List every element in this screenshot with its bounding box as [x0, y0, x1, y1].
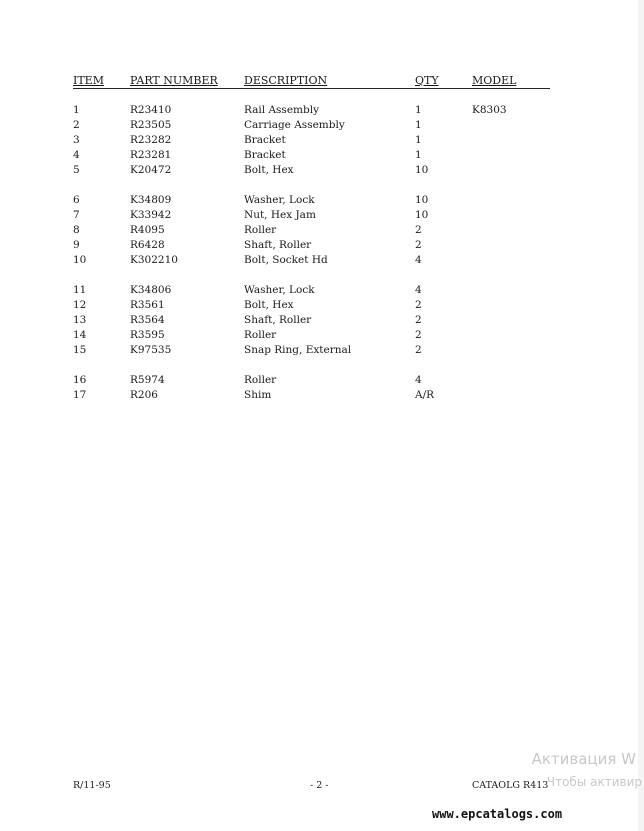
cell-qty: 2 [415, 344, 422, 356]
cell-part-number: R206 [130, 389, 158, 401]
cell-qty: 10 [415, 164, 429, 176]
cell-qty: 10 [415, 194, 429, 206]
cell-qty: 2 [415, 329, 422, 341]
table-row [73, 194, 550, 209]
table-row [73, 119, 550, 134]
group-spacer [73, 179, 550, 194]
table-row [73, 104, 550, 119]
parts-table-body [73, 104, 550, 404]
cell-description: Roller [244, 329, 277, 341]
cell-description: Carriage Assembly [244, 119, 345, 131]
table-row [73, 224, 550, 239]
cell-item: 3 [73, 134, 80, 146]
cell-part-number: R3595 [130, 329, 165, 341]
cell-qty: 1 [415, 134, 422, 146]
table-row [73, 149, 550, 164]
table-row [73, 134, 550, 149]
cell-part-number: R23410 [130, 104, 172, 116]
cell-item: 1 [73, 104, 80, 116]
cell-item: 14 [73, 329, 87, 341]
table-header [73, 74, 550, 89]
cell-item: 6 [73, 194, 80, 206]
header-model: MODEL [472, 74, 517, 87]
cell-part-number: K34809 [130, 194, 172, 206]
cell-item: 15 [73, 344, 87, 356]
cell-description: Nut, Hex Jam [244, 209, 316, 221]
cell-qty: 1 [415, 119, 422, 131]
cell-qty: 2 [415, 224, 422, 236]
page-number: - 2 - [310, 780, 329, 791]
cell-item: 16 [73, 374, 87, 386]
catalog-label: CATAOLG R413 [472, 780, 549, 791]
table-row [73, 329, 550, 344]
cell-item: 5 [73, 164, 80, 176]
page-edge [638, 0, 644, 831]
cell-description: Bracket [244, 134, 286, 146]
table-row [73, 164, 550, 179]
header-qty: QTY [415, 74, 439, 87]
group-spacer [73, 359, 550, 374]
cell-item: 12 [73, 299, 87, 311]
activation-watermark-line1: Активация W [531, 750, 636, 768]
cell-part-number: R23505 [130, 119, 172, 131]
cell-qty: A/R [415, 389, 435, 401]
cell-part-number: K34806 [130, 284, 172, 296]
cell-qty: 2 [415, 299, 422, 311]
header-part-number: PART NUMBER [130, 74, 218, 87]
cell-item: 7 [73, 209, 80, 221]
table-row [73, 389, 550, 404]
cell-item: 8 [73, 224, 80, 236]
cell-item: 10 [73, 254, 87, 266]
cell-item: 4 [73, 149, 80, 161]
cell-description: Bolt, Hex [244, 164, 294, 176]
cell-part-number: R23281 [130, 149, 172, 161]
revision-label: R/11-95 [73, 780, 111, 791]
table-row [73, 299, 550, 314]
table-row [73, 239, 550, 254]
cell-part-number: R6428 [130, 239, 165, 251]
cell-description: Shaft, Roller [244, 239, 312, 251]
activation-watermark-line2: Чтобы активир [546, 775, 642, 789]
cell-item: 9 [73, 239, 80, 251]
header-description: DESCRIPTION [244, 74, 328, 87]
cell-qty: 1 [415, 149, 422, 161]
cell-part-number: K33942 [130, 209, 172, 221]
cell-description: Rail Assembly [244, 104, 320, 116]
cell-description: Shaft, Roller [244, 314, 312, 326]
cell-part-number: R4095 [130, 224, 165, 236]
cell-qty: 4 [415, 374, 422, 386]
group-spacer [73, 269, 550, 284]
cell-description: Roller [244, 374, 277, 386]
table-row [73, 344, 550, 359]
cell-part-number: R3564 [130, 314, 165, 326]
cell-description: Bolt, Socket Hd [244, 254, 328, 266]
cell-model: K8303 [472, 104, 507, 116]
table-row [73, 254, 550, 269]
cell-item: 13 [73, 314, 87, 326]
cell-part-number: R23282 [130, 134, 172, 146]
cell-description: Bolt, Hex [244, 299, 294, 311]
cell-qty: 10 [415, 209, 429, 221]
cell-part-number: K302210 [130, 254, 178, 266]
cell-description: Bracket [244, 149, 286, 161]
cell-qty: 1 [415, 104, 422, 116]
cell-part-number: K97535 [130, 344, 172, 356]
header-item: ITEM [73, 74, 104, 87]
table-row [73, 209, 550, 224]
cell-part-number: R3561 [130, 299, 165, 311]
table-row [73, 374, 550, 389]
cell-qty: 4 [415, 284, 422, 296]
cell-qty: 2 [415, 239, 422, 251]
table-row [73, 284, 550, 299]
cell-description: Snap Ring, External [244, 344, 352, 356]
cell-description: Washer, Lock [244, 284, 315, 296]
site-url-link[interactable]: www.epcatalogs.com [432, 807, 563, 821]
table-row [73, 314, 550, 329]
cell-description: Roller [244, 224, 277, 236]
cell-description: Washer, Lock [244, 194, 315, 206]
cell-item: 17 [73, 389, 87, 401]
cell-qty: 4 [415, 254, 422, 266]
cell-item: 2 [73, 119, 80, 131]
cell-qty: 2 [415, 314, 422, 326]
cell-part-number: K20472 [130, 164, 172, 176]
cell-description: Shim [244, 389, 272, 401]
cell-item: 11 [73, 284, 87, 296]
cell-part-number: R5974 [130, 374, 165, 386]
